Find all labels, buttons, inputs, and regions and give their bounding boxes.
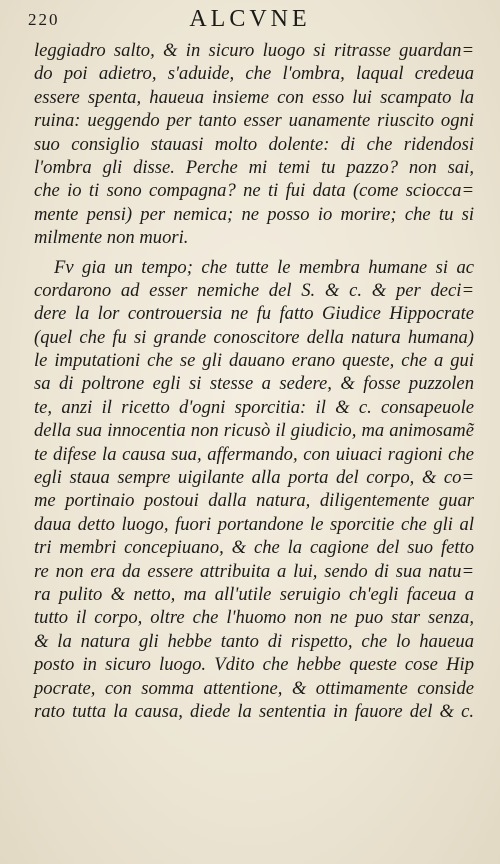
body-text	[34, 39, 474, 723]
text-line: mente pensi) per nemica; ne posso io morire; che tu si	[34, 203, 474, 225]
text-line: milmente non muori.	[34, 227, 189, 249]
text-line: sa di poltrone egli si stesse a sedere, & fosse puzzolen	[34, 373, 474, 395]
text-line: Fv gia un tempo; che tutte le membra humane si ac	[54, 256, 474, 278]
text-line: leggiadro salto, & in sicuro luogo si ritrasse guardan=	[34, 40, 474, 61]
running-head: ALCVNE	[189, 6, 311, 32]
text-line: & la natura gli hebbe tanto di rispetto, che lo haueua	[34, 630, 474, 652]
text-line: ra pulito & netto, ma all'utile seruigio ch'egli faceua a	[34, 583, 474, 605]
text-line: posto in sicuro luogo. Vdito che hebbe queste cose Hip	[34, 654, 474, 676]
text-line: suo consiglio stauasi molto dolente: di che ridendosi	[34, 133, 474, 155]
text-line: tri membri concepiuano, & che la cagione del suo fetto	[34, 537, 474, 559]
text-line: re non era da essere attribuita a lui, sendo di sua natu=	[34, 560, 474, 582]
text-line: rato tutta la causa, diede la sententia in fauore del & c.	[34, 700, 474, 722]
text-line: dere la lor controuersia ne fu fatto Giudice Hippocrate	[34, 303, 474, 325]
text-line: te, anzi il ricetto d'ogni sporcitia: il & c. consapeuole	[34, 396, 474, 418]
paragraph	[34, 256, 474, 724]
text-line: te difese la causa sua, affermando, con uiuaci ragioni che	[34, 443, 474, 465]
text-line: me portinaio postoui dalla natura, diligentemente guar	[34, 490, 474, 512]
text-line: (quel che fu si grande conoscitore della natura humana)	[34, 326, 474, 348]
page-number: 220	[28, 10, 60, 29]
text-line: ruina: ueggendo per tanto esser uanamente riuscito ogni	[34, 110, 474, 132]
text-line: tutto il corpo, oltre che l'huomo non ne puo star senza,	[34, 607, 474, 629]
text-line: le imputationi che se gli dauano erano queste, che a gui	[34, 350, 474, 372]
text-line: pocrate, con somma attentione, & ottimamente conside	[34, 677, 474, 699]
text-line: do poi adietro, s'aduide, che l'ombra, laqual credeua	[34, 63, 474, 85]
text-line: l'ombra gli disse. Perche mi temi tu pazzo? non sai,	[34, 156, 474, 178]
text-line: essere spenta, haueua insieme con esso lui scampato la	[34, 86, 474, 108]
text-line: egli staua sempre uigilante alla porta del corpo, & co=	[34, 467, 474, 489]
page-header	[0, 4, 500, 34]
text-line: della sua innocentia non ricusò il giudicio, ma animosamẽ	[34, 420, 474, 442]
text-line: daua detto luogo, fuori portandone le sporcitie che gli al	[34, 513, 474, 535]
text-line: che io ti sono compagna? ne ti fui data (come sciocca=	[34, 180, 474, 202]
text-line: cordarono ad esser nemiche del S. & c. & per deci=	[34, 279, 474, 301]
paragraph	[34, 39, 474, 250]
